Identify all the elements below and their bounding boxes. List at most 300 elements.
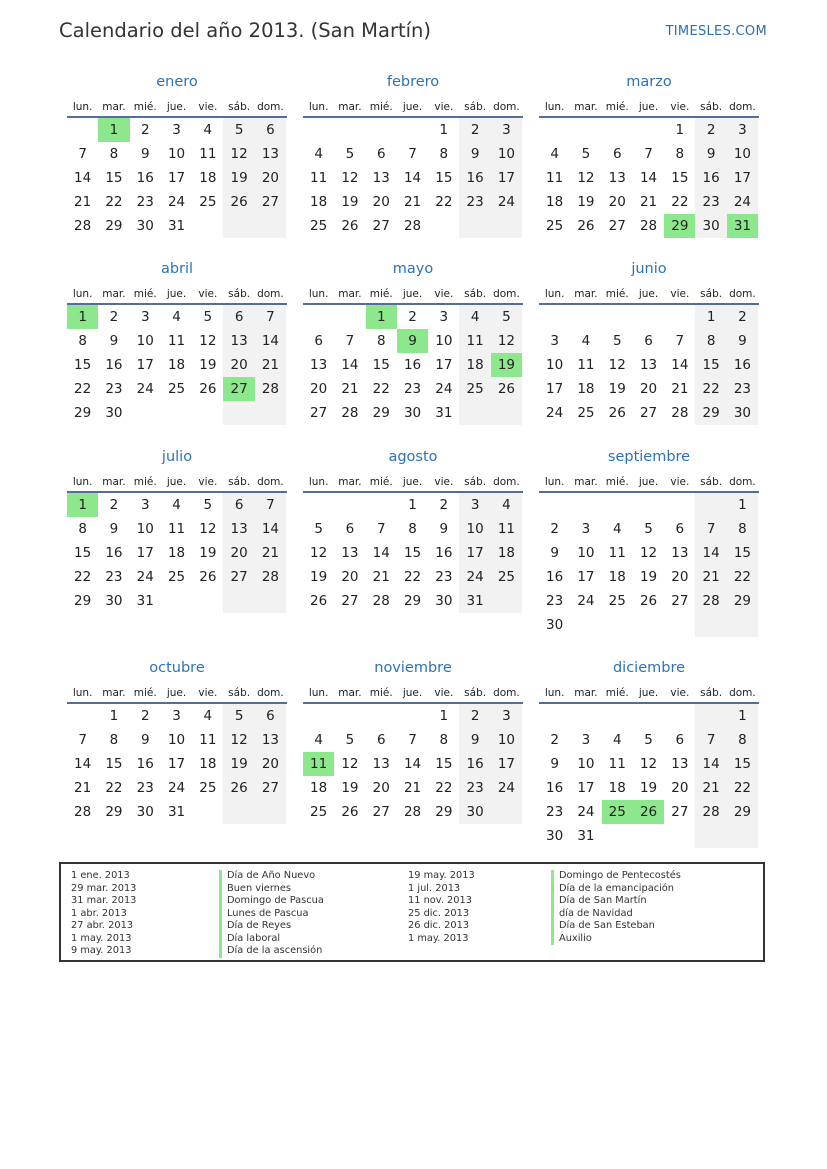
day-cell: 28 (639, 218, 658, 234)
day-grid (539, 704, 759, 848)
day-cell: 30 (136, 804, 154, 820)
day-cell: 15 (435, 756, 453, 772)
day-grid (303, 305, 523, 425)
empty-day-cell (602, 613, 633, 637)
weekday-label: sáb. (228, 101, 251, 113)
day-cell: 26 (341, 218, 359, 234)
day-cell: 13 (255, 142, 286, 166)
day-cell: 17 (491, 166, 522, 190)
day-cell: 23 (105, 381, 123, 397)
empty-day-cell (633, 824, 664, 848)
day-cell: 5 (203, 497, 213, 513)
legend-date: 1 may. 2013 (71, 932, 132, 944)
day-cell: 23 (435, 569, 453, 585)
weekday-label: vie. (434, 101, 454, 113)
weekday-label: vie. (670, 687, 690, 699)
day-cell: 29 (105, 218, 123, 234)
weekday-label: mié. (133, 288, 157, 300)
day-cell: 15 (403, 545, 422, 561)
day-cell: 9 (695, 142, 726, 166)
holiday-day-cell: 1 (366, 305, 397, 329)
month-title: noviembre (374, 660, 452, 676)
holiday-day-cell: 25 (602, 800, 633, 824)
day-cell: 25 (608, 593, 626, 609)
weekday-header (539, 280, 759, 303)
weekday-label: lun. (72, 288, 93, 300)
day-cell: 25 (310, 804, 328, 820)
weekday-label: mar. (102, 101, 126, 113)
day-cell: 23 (459, 190, 490, 214)
weekday-label: mar. (574, 476, 598, 488)
day-cell: 8 (727, 728, 758, 752)
month-title: julio (161, 449, 193, 465)
empty-day-cell (255, 214, 286, 238)
day-cell: 4 (172, 497, 181, 513)
day-cell: 20 (671, 780, 689, 796)
page-title: Calendario del año 2013. (San Martín) (59, 19, 431, 42)
day-cell: 26 (577, 218, 595, 234)
empty-day-cell (664, 305, 695, 329)
day-cell: 25 (167, 569, 186, 585)
day-cell: 23 (136, 194, 154, 210)
weekday-label: jue. (166, 101, 187, 113)
day-cell: 26 (491, 377, 522, 401)
empty-day-cell (727, 824, 758, 848)
day-cell: 20 (223, 541, 254, 565)
weekday-label: lun. (544, 687, 565, 699)
day-cell: 8 (727, 517, 758, 541)
day-cell: 27 (310, 405, 328, 421)
weekday-header (303, 93, 523, 116)
day-cell: 15 (74, 357, 92, 373)
day-cell: 24 (577, 804, 595, 820)
day-grid (303, 493, 523, 613)
day-cell: 10 (167, 732, 186, 748)
day-cell: 14 (255, 329, 286, 353)
empty-day-cell (303, 704, 334, 728)
day-cell: 18 (608, 780, 626, 796)
day-cell: 9 (140, 732, 150, 748)
day-grid (303, 118, 523, 238)
month-agosto (303, 446, 523, 613)
legend-names-right (551, 870, 681, 945)
month-junio (539, 258, 759, 425)
empty-day-cell (695, 613, 726, 637)
weekday-header (67, 468, 287, 491)
day-cell: 16 (105, 357, 123, 373)
month-title: junio (631, 261, 667, 277)
empty-day-cell (664, 493, 695, 517)
weekday-label: dom. (493, 687, 520, 699)
day-cell: 1 (439, 122, 449, 138)
legend-holiday-name: Día de Reyes (219, 920, 324, 933)
empty-day-cell (334, 493, 365, 517)
day-cell: 17 (435, 357, 453, 373)
day-cell: 26 (199, 569, 217, 585)
day-cell: 24 (491, 776, 522, 800)
day-cell: 24 (435, 381, 453, 397)
weekday-label: mié. (369, 288, 393, 300)
day-cell: 17 (491, 752, 522, 776)
day-cell: 5 (223, 704, 254, 728)
empty-day-cell (303, 118, 334, 142)
weekday-label: mié. (133, 687, 157, 699)
day-cell: 20 (608, 194, 626, 210)
holiday-day-cell: 29 (664, 214, 695, 238)
day-cell: 28 (403, 804, 422, 820)
legend-holiday-name: día de Navidad (551, 908, 681, 921)
weekday-label: vie. (434, 476, 454, 488)
day-cell: 7 (695, 517, 726, 541)
month-febrero (303, 71, 523, 238)
day-cell: 18 (546, 194, 564, 210)
holiday-day-cell: 1 (67, 305, 98, 329)
day-cell: 17 (577, 569, 595, 585)
weekday-label: vie. (198, 687, 218, 699)
weekday-header (303, 468, 523, 491)
day-cell: 12 (341, 170, 359, 186)
day-cell: 9 (459, 142, 490, 166)
day-cell: 19 (223, 166, 254, 190)
day-cell: 3 (581, 521, 591, 537)
day-cell: 28 (695, 589, 726, 613)
weekday-label: sáb. (464, 101, 487, 113)
weekday-header (67, 679, 287, 702)
day-cell: 6 (644, 333, 653, 349)
weekday-label: lun. (72, 101, 93, 113)
weekday-label: vie. (434, 687, 454, 699)
day-cell: 21 (74, 194, 92, 210)
day-cell: 10 (459, 517, 490, 541)
day-cell: 15 (74, 545, 92, 561)
day-cell: 23 (105, 569, 123, 585)
day-cell: 18 (577, 381, 595, 397)
weekday-label: jue. (638, 288, 659, 300)
weekday-label: mié. (369, 101, 393, 113)
day-cell: 4 (550, 146, 559, 162)
empty-day-cell (192, 800, 223, 824)
day-cell: 21 (255, 541, 286, 565)
day-cell: 27 (671, 804, 689, 820)
day-cell: 10 (491, 728, 522, 752)
day-cell: 15 (372, 357, 390, 373)
month-septiembre (539, 446, 759, 637)
day-cell: 18 (167, 357, 186, 373)
day-cell: 19 (577, 194, 595, 210)
weekday-header (67, 280, 287, 303)
day-cell: 31 (167, 804, 186, 820)
weekday-label: sáb. (228, 288, 251, 300)
day-cell: 15 (727, 752, 758, 776)
day-cell: 31 (136, 593, 154, 609)
day-cell: 25 (577, 405, 595, 421)
day-cell: 21 (255, 353, 286, 377)
day-cell: 25 (546, 218, 564, 234)
day-cell: 21 (372, 569, 390, 585)
day-cell: 28 (372, 593, 390, 609)
legend-dates-left (71, 870, 136, 958)
day-cell: 17 (136, 357, 154, 373)
day-cell: 11 (608, 756, 626, 772)
day-cell: 31 (577, 828, 595, 844)
day-cell: 20 (255, 752, 286, 776)
day-cell: 24 (136, 569, 154, 585)
day-cell: 30 (459, 800, 490, 824)
day-cell: 19 (341, 194, 359, 210)
day-cell: 4 (459, 305, 490, 329)
day-cell: 19 (310, 569, 328, 585)
day-cell: 20 (372, 194, 390, 210)
weekday-label: mar. (102, 288, 126, 300)
day-cell: 1 (695, 305, 726, 329)
day-cell: 11 (167, 333, 186, 349)
day-cell: 13 (310, 357, 328, 373)
day-cell: 8 (695, 329, 726, 353)
day-cell: 10 (546, 357, 564, 373)
legend-date: 1 ene. 2013 (71, 870, 130, 881)
day-cell: 30 (695, 214, 726, 238)
day-cell: 8 (376, 333, 386, 349)
weekday-label: sáb. (228, 476, 251, 488)
weekday-label: vie. (198, 288, 218, 300)
day-grid (67, 704, 287, 824)
month-title: septiembre (607, 449, 691, 465)
day-cell: 29 (74, 405, 92, 421)
day-cell: 13 (372, 170, 390, 186)
legend-date: 11 nov. 2013 (408, 895, 472, 906)
empty-day-cell (633, 118, 664, 142)
legend-holiday-name: Domingo de Pascua (219, 895, 324, 908)
day-cell: 16 (546, 569, 564, 585)
day-cell: 22 (74, 569, 92, 585)
weekday-label: dom. (493, 101, 520, 113)
month-title: abril (160, 261, 194, 277)
day-cell: 11 (310, 170, 328, 186)
legend-date: 29 mar. 2013 (71, 882, 137, 894)
weekday-label: jue. (402, 476, 423, 488)
day-cell: 28 (255, 565, 286, 589)
day-cell: 20 (639, 381, 658, 397)
day-cell: 8 (78, 521, 87, 537)
day-cell: 16 (403, 357, 422, 373)
legend-date: 26 dic. 2013 (408, 920, 470, 931)
day-cell: 12 (577, 170, 595, 186)
day-cell: 16 (546, 780, 564, 796)
day-cell: 21 (695, 565, 726, 589)
weekday-label: jue. (638, 687, 659, 699)
day-cell: 20 (223, 353, 254, 377)
day-cell: 3 (727, 118, 758, 142)
day-cell: 12 (199, 521, 217, 537)
month-title: octubre (149, 660, 205, 676)
weekday-label: sáb. (700, 687, 723, 699)
day-cell: 14 (74, 170, 92, 186)
day-cell: 14 (695, 752, 726, 776)
legend-holiday-name: Día de Año Nuevo (219, 870, 324, 883)
day-cell: 11 (199, 146, 217, 162)
weekday-label: mié. (605, 101, 629, 113)
empty-day-cell (491, 800, 522, 824)
day-cell: 15 (435, 170, 453, 186)
month-marzo (539, 71, 759, 238)
day-cell: 31 (459, 589, 490, 613)
legend-names-left (219, 870, 324, 958)
day-cell: 2 (439, 497, 449, 513)
empty-day-cell (570, 704, 601, 728)
weekday-header (67, 93, 287, 116)
day-cell: 11 (577, 357, 595, 373)
weekday-label: vie. (434, 288, 454, 300)
day-cell: 6 (223, 493, 254, 517)
day-cell: 21 (403, 194, 422, 210)
day-cell: 28 (255, 377, 286, 401)
weekday-label: lun. (544, 476, 565, 488)
weekday-label: lun. (72, 687, 93, 699)
legend-holiday-name: Buen viernes (219, 883, 324, 896)
empty-day-cell (130, 401, 161, 425)
day-cell: 18 (199, 756, 217, 772)
empty-day-cell (491, 401, 522, 425)
day-cell: 2 (109, 309, 119, 325)
day-cell: 17 (167, 756, 186, 772)
day-cell: 26 (223, 776, 254, 800)
day-cell: 11 (167, 521, 186, 537)
weekday-label: dom. (257, 101, 284, 113)
empty-day-cell (695, 704, 726, 728)
empty-day-cell (602, 704, 633, 728)
empty-day-cell (397, 118, 428, 142)
weekday-label: mar. (574, 101, 598, 113)
day-cell: 9 (459, 728, 490, 752)
day-cell: 12 (199, 333, 217, 349)
weekday-label: sáb. (700, 476, 723, 488)
weekday-label: dom. (729, 476, 756, 488)
day-cell: 4 (203, 708, 213, 724)
day-cell: 20 (255, 166, 286, 190)
weekday-label: jue. (402, 101, 423, 113)
day-cell: 13 (341, 545, 359, 561)
day-cell: 13 (255, 728, 286, 752)
empty-day-cell (255, 800, 286, 824)
weekday-label: sáb. (464, 687, 487, 699)
day-cell: 20 (341, 569, 359, 585)
weekday-header (303, 679, 523, 702)
day-cell: 31 (435, 405, 453, 421)
day-cell: 3 (459, 493, 490, 517)
day-cell: 2 (459, 704, 490, 728)
day-cell: 14 (403, 170, 422, 186)
day-cell: 19 (639, 569, 658, 585)
day-cell: 5 (644, 732, 653, 748)
day-cell: 4 (581, 333, 591, 349)
day-cell: 24 (577, 593, 595, 609)
day-cell: 8 (78, 333, 87, 349)
day-cell: 27 (223, 565, 254, 589)
day-cell: 4 (612, 732, 622, 748)
weekday-label: dom. (257, 288, 284, 300)
day-cell: 3 (439, 309, 449, 325)
day-cell: 5 (491, 305, 522, 329)
day-cell: 27 (341, 593, 359, 609)
day-cell: 29 (105, 804, 123, 820)
empty-day-cell (727, 613, 758, 637)
site-link[interactable]: TIMESLES.COM (665, 24, 767, 39)
day-cell: 12 (341, 756, 359, 772)
day-cell: 11 (459, 329, 490, 353)
empty-day-cell (161, 401, 192, 425)
legend-holiday-name: Día de San Martín (551, 895, 681, 908)
day-cell: 22 (671, 194, 689, 210)
day-cell: 16 (459, 166, 490, 190)
day-cell: 8 (675, 146, 685, 162)
month-octubre (67, 657, 287, 824)
day-cell: 20 (671, 569, 689, 585)
day-cell: 16 (727, 353, 758, 377)
day-cell: 10 (167, 146, 186, 162)
weekday-label: dom. (729, 288, 756, 300)
weekday-label: dom. (257, 687, 284, 699)
holiday-day-cell: 1 (98, 118, 129, 142)
empty-day-cell (223, 800, 254, 824)
day-cell: 29 (695, 401, 726, 425)
weekday-label: mar. (338, 101, 362, 113)
day-cell: 3 (172, 708, 181, 724)
day-cell: 18 (491, 541, 522, 565)
legend-holiday-name: Día laboral (219, 933, 324, 946)
day-cell: 25 (310, 218, 328, 234)
empty-day-cell (161, 589, 192, 613)
day-cell: 22 (372, 381, 390, 397)
day-cell: 23 (136, 780, 154, 796)
weekday-label: lun. (308, 101, 329, 113)
day-cell: 9 (140, 146, 150, 162)
empty-day-cell (255, 401, 286, 425)
day-cell: 6 (255, 118, 286, 142)
day-cell: 22 (727, 776, 758, 800)
weekday-label: vie. (198, 476, 218, 488)
day-cell: 16 (695, 166, 726, 190)
empty-day-cell (695, 824, 726, 848)
weekday-label: lun. (308, 288, 329, 300)
empty-day-cell (570, 613, 601, 637)
legend-date: 31 mar. 2013 (71, 895, 137, 906)
day-cell: 15 (105, 756, 123, 772)
month-title: diciembre (612, 660, 686, 676)
weekday-label: dom. (257, 476, 284, 488)
day-cell: 17 (459, 541, 490, 565)
day-cell: 5 (223, 118, 254, 142)
weekday-label: mar. (574, 687, 598, 699)
weekday-label: sáb. (464, 288, 487, 300)
day-cell: 29 (372, 405, 390, 421)
day-cell: 1 (439, 708, 449, 724)
day-cell: 7 (345, 333, 355, 349)
weekday-label: mié. (605, 687, 629, 699)
day-cell: 22 (105, 780, 123, 796)
legend-holiday-name: Auxilio (551, 933, 681, 946)
day-cell: 7 (255, 305, 286, 329)
empty-day-cell (491, 589, 522, 613)
day-cell: 7 (408, 732, 417, 748)
day-cell: 3 (140, 309, 150, 325)
month-title: mayo (392, 261, 434, 277)
weekday-label: mié. (369, 476, 393, 488)
weekday-label: mar. (574, 288, 598, 300)
day-cell: 3 (491, 704, 522, 728)
day-cell: 10 (491, 142, 522, 166)
day-cell: 27 (608, 218, 626, 234)
day-cell: 4 (491, 493, 522, 517)
